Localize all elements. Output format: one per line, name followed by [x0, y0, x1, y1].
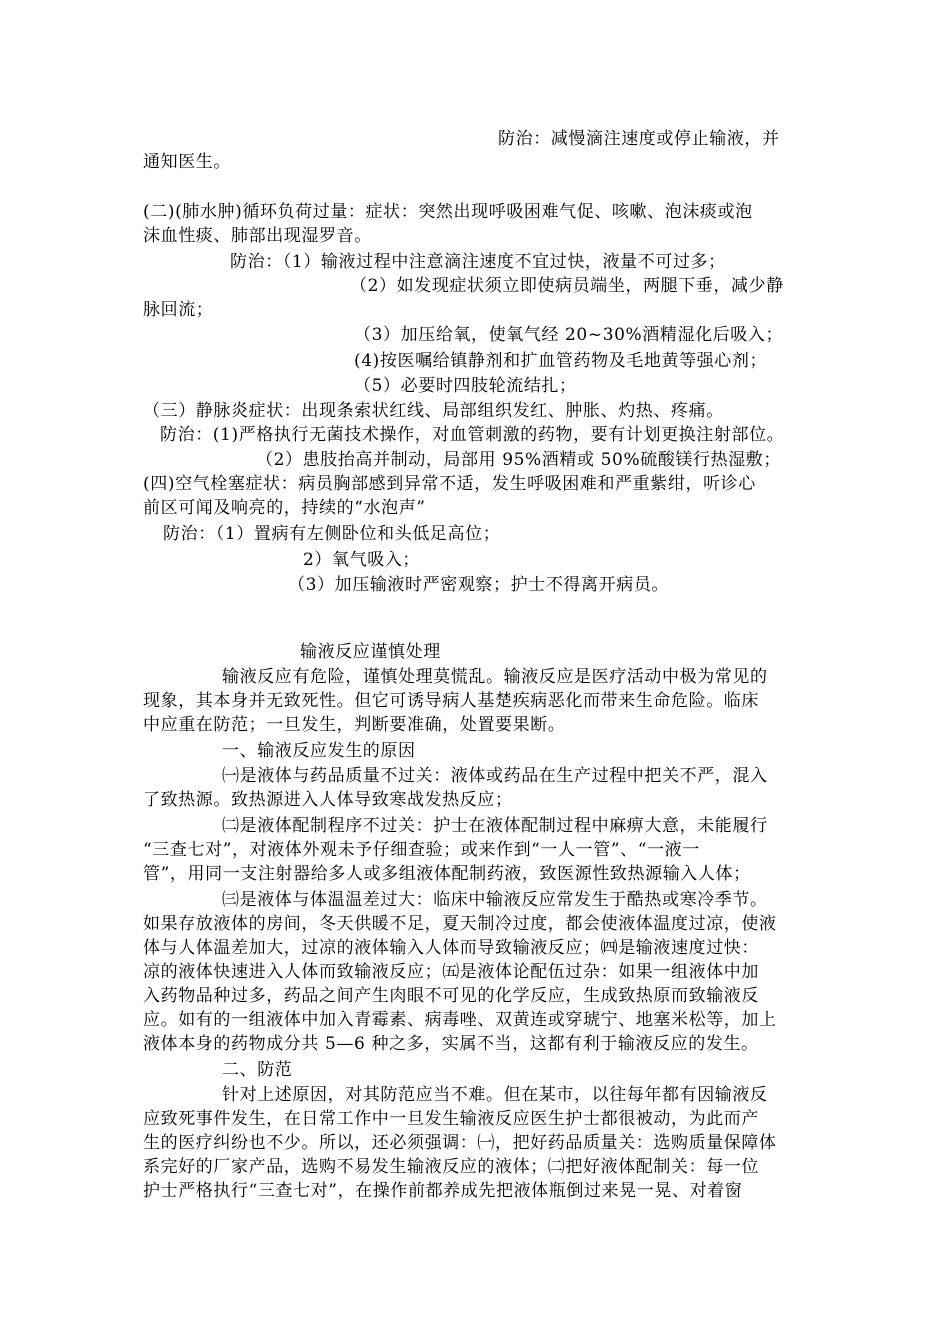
text-line: 中应重在防范；一旦发生，判断要准确，处置要果断。 [143, 715, 566, 735]
text-line: 现象，其本身并无致死性。但它可诱导病人基楚疾病恶化而带来生命危险。临床 [143, 691, 759, 711]
text-line: （3）加压输液时严密观察；护士不得离开病员。 [288, 575, 670, 595]
text-line: 管”，用同一支注射器给多人或多组液体配制药液，致医源性致热源输入人体； [143, 864, 751, 884]
text-line: （三）静脉炎症状：出现条索状红线、局部组织发红、肿胀、灼热、疼痛。 [143, 401, 724, 421]
text-line: 沫血性痰、肺部出现湿罗音。 [143, 226, 372, 246]
text-line: （3）加压给氧，使氧气经 20~30%酒精湿化后吸入； [354, 325, 784, 345]
text-line: ㈢是液体与体温温差过大：临床中输液反应常发生于酷热或寒冷季节。 [222, 890, 768, 910]
text-line: (四)空气栓塞症状：病员胸部感到异常不适，发生呼吸困难和严重紫绀，听诊心 [143, 474, 756, 494]
text-line: 2）氧气吸入； [303, 550, 421, 570]
text-line: ㈠是液体与药品质量不过关：液体或药品在生产过程中把关不严，混入 [222, 766, 768, 786]
text-line: (二)(肺水肿)循环负荷过量：症状：突然出现呼吸困难气促、咳嗽、泡沫痰或泡 [143, 202, 753, 222]
text-line: “三查七对”，对液体外观未予仔细查验；或来作到“一人一管”、“一液一 [143, 840, 700, 860]
text-line: 通知医生。 [143, 152, 231, 172]
text-line: 防治：(1)严格执行无菌技术操作，对血管刺激的药物，要有计划更换注射部位。 [160, 425, 785, 445]
text-line: 凉的液体快速进入人体而致输液反应；㈤是液体论配伍过杂：如果一组液体中加 [143, 962, 759, 982]
text-line: 体与人体温差加大，过凉的液体输入人体而导致输液反应；㈣是输液速度过快： [143, 938, 759, 958]
text-line: （2）患肢抬高并制动，局部用 95%酒精或 50%硫酸镁行热湿敷； [256, 450, 781, 470]
text-line: （2）如发现症状须立即使病员端坐，两腿下垂，减少静 [350, 276, 784, 296]
text-line: 针对上述原因，对其防范应当不难。但在某市，以往每年都有因输液反 [222, 1085, 768, 1105]
text-line: 防治：减慢滴注速度或停止输液，并 [498, 129, 780, 149]
text-line: 液体本身的药物成分共 5—6 种之多，实属不当，这都有利于输液反应的发生。 [143, 1034, 759, 1054]
text-line: 防治：（1）置病有左侧卧位和头低足高位； [163, 524, 501, 544]
text-line: ㈡是液体配制程序不过关：护士在液体配制过程中麻痹大意，未能履行 [222, 816, 768, 836]
text-line: （5）必要时四肢轮流结扎； [354, 376, 577, 396]
text-line: 防治：（1）输液过程中注意滴注速度不宜过快，液量不可过多； [230, 252, 726, 272]
text-line: 生的医疗纠纷也不少。所以，还必须强调：㈠，把好药品质量关：选购质量保障体 [143, 1133, 777, 1153]
text-line: 应。如有的一组液体中加入青霉素、病毒唑、双黄连或穿琥宁、地塞米松等，加上 [143, 1010, 777, 1030]
text-line: 脉回流； [143, 300, 214, 320]
text-line: 护士严格执行“三查七对”，在操作前都养成先把液体瓶倒过来晃一晃、对着窗 [143, 1181, 743, 1201]
text-line: (4)按医嘱给镇静剂和扩血管药物及毛地黄等强心剂； [354, 351, 768, 371]
section-heading: 一、输液反应发生的原因 [222, 741, 416, 761]
section-heading: 二、防范 [222, 1060, 293, 1080]
text-line: 如果存放液体的房间，冬天供暖不足，夏天制冷过度，都会使液体温度过凉，使液 [143, 914, 777, 934]
text-line: 输液反应有危险，谨慎处理莫慌乱。输液反应是医疗活动中极为常见的 [222, 667, 768, 687]
text-line: 应致死事件发生，在日常工作中一旦发生输液反应医生护士都很被动，为此而产 [143, 1109, 759, 1129]
section-title: 输液反应谨慎处理 [300, 642, 441, 662]
text-line: 了致热源。致热源进入人体导致寒战发热反应； [143, 790, 513, 810]
text-line: 前区可闻及响亮的，持续的“水泡声” [143, 498, 426, 518]
text-line: 系完好的厂家产品，选购不易发生输液反应的液体；㈡把好液体配制关：每一位 [143, 1157, 759, 1177]
text-line: 入药物品种过多，药品之间产生肉眼不可见的化学反应，生成致热原而致输液反 [143, 986, 759, 1006]
